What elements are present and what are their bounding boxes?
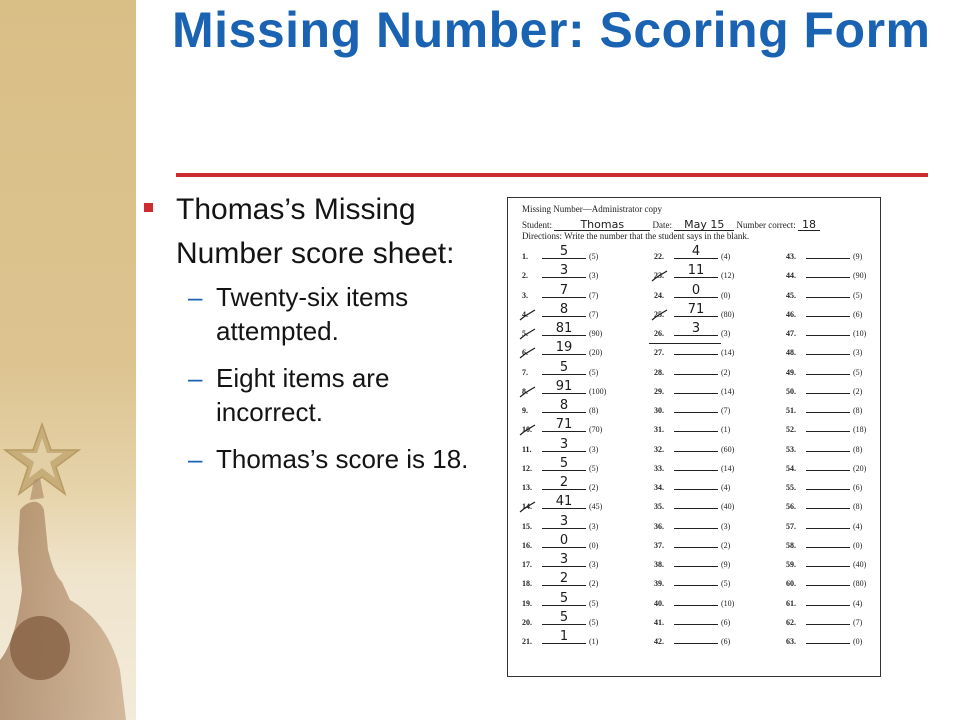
answer-blank — [806, 459, 850, 471]
item-number: 2. — [522, 271, 528, 281]
answer-blank — [674, 478, 718, 490]
item-number: 30. — [654, 406, 664, 415]
incorrect-slash-icon — [519, 386, 537, 398]
dash-icon: – — [188, 282, 203, 312]
expected-answer: (3) — [721, 329, 731, 338]
form-item-row — [786, 555, 866, 574]
item-number: 50. — [786, 386, 796, 396]
incorrect-slash-icon — [651, 309, 669, 321]
form-item-row — [654, 478, 734, 497]
expected-answer: (6) — [721, 637, 731, 646]
item-number: 16. — [522, 540, 532, 550]
expected-answer: (60) — [721, 444, 735, 454]
answer-blank — [674, 363, 718, 375]
answer-blank — [806, 613, 850, 625]
expected-answer: (14) — [721, 386, 735, 396]
item-number: 49. — [786, 367, 796, 377]
form-item-row — [654, 321, 734, 343]
form-item-row — [786, 517, 866, 536]
form-item-row — [654, 440, 734, 459]
handwritten-answer: 5 — [559, 455, 569, 471]
correct-value: 18 — [802, 218, 816, 231]
sub-bullets — [140, 280, 480, 476]
expected-answer: (20) — [589, 348, 603, 358]
answer-blank — [806, 594, 850, 606]
expected-answer: (5) — [589, 367, 599, 377]
item-number: 58. — [786, 540, 796, 550]
item-number: 35. — [654, 502, 664, 512]
form-item-row — [786, 478, 866, 497]
form-item-row — [654, 401, 734, 420]
answer-blank — [806, 440, 850, 452]
handwritten-answer: 3 — [559, 436, 569, 452]
item-number: 57. — [786, 521, 796, 531]
form-item-row — [522, 629, 606, 651]
handwritten-answer: 5 — [559, 609, 569, 625]
expected-answer: (7) — [721, 406, 731, 415]
answer-blank — [542, 455, 586, 471]
item-number: 29. — [654, 386, 664, 396]
answer-blank — [542, 571, 586, 587]
answer-blank — [542, 590, 586, 606]
item-number: 5. — [522, 329, 528, 338]
answer-blank — [674, 301, 718, 317]
form-item-row — [786, 324, 866, 343]
answer-blank — [674, 459, 718, 471]
end-of-attempts-line — [649, 343, 721, 344]
answer-blank — [674, 555, 718, 567]
form-item-row — [654, 382, 734, 401]
form-item-row — [786, 632, 866, 651]
handwritten-answer: 91 — [555, 378, 573, 394]
expected-answer: (9) — [853, 252, 863, 261]
answer-blank — [806, 574, 850, 586]
item-number: 40. — [654, 598, 664, 608]
item-number: 11. — [522, 444, 532, 454]
item-number: 4. — [522, 309, 528, 319]
answer-blank — [806, 247, 850, 259]
item-number: 48. — [786, 348, 796, 358]
answer-blank — [542, 340, 586, 356]
form-header: Missing Number—Administrator copy — [522, 204, 662, 214]
title-divider — [176, 173, 928, 177]
answer-blank — [542, 263, 586, 279]
answer-blank — [806, 286, 850, 298]
expected-answer: (0) — [589, 540, 599, 550]
item-number: 24. — [654, 290, 664, 300]
expected-answer: (8) — [853, 406, 863, 415]
item-number: 61. — [786, 598, 796, 608]
item-number: 51. — [786, 406, 796, 415]
scoring-form-image — [507, 197, 881, 677]
answer-blank — [674, 263, 718, 279]
item-number: 37. — [654, 540, 664, 550]
expected-answer: (5) — [589, 598, 599, 608]
form-item-row — [786, 594, 866, 613]
answer-blank — [806, 324, 850, 336]
expected-answer: (5) — [853, 367, 863, 377]
expected-answer: (2) — [721, 540, 731, 550]
item-number: 62. — [786, 617, 796, 627]
sub-bullet — [188, 442, 480, 476]
expected-answer: (0) — [721, 290, 731, 300]
item-number: 32. — [654, 444, 664, 454]
form-item-row — [654, 343, 734, 362]
answer-blank — [542, 532, 586, 548]
item-number: 59. — [786, 560, 796, 569]
form-item-row — [786, 266, 866, 285]
handwritten-answer: 7 — [559, 282, 569, 298]
form-item-row — [654, 536, 734, 555]
slide-content — [140, 188, 480, 489]
item-number: 28. — [654, 367, 664, 377]
date-value: May 15 — [684, 218, 725, 231]
answer-blank — [806, 305, 850, 317]
answer-blank — [674, 517, 718, 529]
form-item-row — [654, 555, 734, 574]
answer-blank — [542, 609, 586, 625]
item-number: 63. — [786, 637, 796, 646]
form-item-row — [654, 363, 734, 382]
answer-blank — [542, 494, 586, 510]
incorrect-slash-icon — [519, 309, 537, 321]
expected-answer: (18) — [853, 425, 867, 435]
answer-blank — [806, 401, 850, 413]
item-number: 43. — [786, 252, 796, 261]
form-item-row — [654, 594, 734, 613]
decorative-artwork — [0, 380, 136, 720]
answer-blank — [674, 321, 718, 336]
dash-icon: – — [188, 363, 203, 393]
answer-blank — [674, 594, 718, 606]
answer-blank — [674, 536, 718, 548]
expected-answer: (8) — [853, 502, 863, 512]
slide-title: Missing Number: Scoring Form — [172, 2, 931, 58]
bullet-square-icon — [144, 203, 153, 212]
handwritten-answer: 71 — [555, 417, 573, 433]
form-item-row — [654, 574, 734, 593]
form-item-row — [786, 286, 866, 305]
handwritten-answer: 2 — [559, 571, 569, 587]
form-item-row — [654, 613, 734, 632]
expected-answer: (20) — [853, 463, 867, 473]
item-number: 52. — [786, 425, 796, 435]
form-item-row — [786, 247, 866, 266]
form-item-row — [786, 574, 866, 593]
item-number: 31. — [654, 425, 664, 435]
expected-answer: (3) — [589, 521, 599, 531]
answer-blank — [806, 363, 850, 375]
answer-blank — [806, 632, 850, 644]
answer-blank — [674, 613, 718, 625]
expected-answer: (1) — [589, 637, 599, 646]
item-number: 47. — [786, 329, 796, 338]
item-number: 26. — [654, 329, 664, 338]
sub-bullet — [188, 280, 480, 348]
item-number: 25. — [654, 309, 664, 319]
expected-answer: (3) — [853, 348, 863, 358]
handwritten-answer: 41 — [555, 494, 573, 510]
expected-answer: (5) — [589, 617, 599, 627]
item-number: 36. — [654, 521, 664, 531]
answer-blank — [674, 632, 718, 644]
expected-answer: (10) — [721, 598, 735, 608]
handwritten-answer: 8 — [559, 301, 569, 317]
form-directions: Directions: Write the number that the student says in the blank. — [522, 231, 750, 241]
expected-answer: (90) — [589, 329, 603, 338]
answer-blank — [542, 513, 586, 529]
child-reaching-silhouette — [0, 470, 136, 720]
expected-answer: (90) — [853, 271, 867, 281]
expected-answer: (2) — [853, 386, 863, 396]
handwritten-answer: 11 — [687, 263, 705, 279]
sub-bullet-text: Twenty-six items attempted. — [216, 282, 409, 346]
expected-answer: (14) — [721, 348, 735, 358]
handwritten-answer: 1 — [559, 629, 569, 644]
item-number: 15. — [522, 521, 532, 531]
handwritten-answer: 3 — [691, 321, 701, 336]
expected-answer: (5) — [589, 463, 599, 473]
item-number: 8. — [522, 386, 528, 396]
answer-blank — [542, 475, 586, 490]
answer-blank — [674, 574, 718, 586]
sub-bullet — [188, 361, 480, 429]
form-item-row — [786, 459, 866, 478]
handwritten-answer: 71 — [687, 301, 705, 317]
handwritten-answer: 3 — [559, 552, 569, 567]
answer-blank — [542, 359, 586, 375]
main-bullet-text: Thomas’s Missing Number score sheet: — [176, 193, 455, 270]
expected-answer: (1) — [721, 425, 731, 435]
date-label: Date: — [652, 220, 673, 230]
form-item-row — [786, 420, 866, 439]
expected-answer: (10) — [853, 329, 867, 338]
item-number: 60. — [786, 579, 796, 589]
main-bullet — [140, 188, 480, 276]
expected-answer: (7) — [589, 309, 599, 319]
answer-blank — [542, 282, 586, 298]
item-number: 38. — [654, 560, 664, 569]
expected-answer: (4) — [853, 598, 863, 608]
expected-answer: (4) — [721, 252, 731, 261]
item-number: 14. — [522, 502, 532, 512]
form-item-row — [786, 363, 866, 382]
item-number: 7. — [522, 367, 528, 377]
answer-blank — [542, 398, 586, 413]
incorrect-slash-icon — [651, 270, 669, 282]
expected-answer: (8) — [853, 444, 863, 454]
item-number: 56. — [786, 502, 796, 512]
answer-blank — [674, 244, 718, 259]
incorrect-slash-icon — [519, 424, 537, 436]
form-item-row — [654, 420, 734, 439]
answer-blank — [806, 343, 850, 355]
expected-answer: (0) — [853, 540, 863, 550]
expected-answer: (3) — [589, 560, 599, 569]
form-item-row — [786, 536, 866, 555]
answer-blank — [806, 517, 850, 529]
item-number: 46. — [786, 309, 796, 319]
expected-answer: (70) — [589, 425, 603, 435]
expected-answer: (4) — [721, 483, 731, 492]
expected-answer: (3) — [589, 271, 599, 281]
expected-answer: (7) — [589, 290, 599, 300]
expected-answer: (80) — [721, 309, 735, 319]
expected-answer: (9) — [721, 560, 731, 569]
handwritten-answer: 3 — [559, 263, 569, 279]
handwritten-answer: 4 — [691, 244, 701, 259]
form-item-row — [654, 632, 734, 651]
incorrect-slash-icon — [519, 328, 537, 340]
expected-answer: (2) — [589, 483, 599, 492]
item-number: 27. — [654, 348, 664, 358]
handwritten-answer: 3 — [559, 513, 569, 529]
incorrect-slash-icon — [519, 501, 537, 513]
item-number: 33. — [654, 463, 664, 473]
expected-answer: (2) — [721, 367, 731, 377]
item-number: 20. — [522, 617, 532, 627]
expected-answer: (6) — [853, 309, 863, 319]
student-label: Student: — [522, 220, 553, 230]
expected-answer: (6) — [853, 483, 863, 492]
expected-answer: (40) — [853, 560, 867, 569]
item-number: 12. — [522, 463, 532, 473]
handwritten-answer: 5 — [559, 244, 569, 259]
decorative-side-strip — [0, 0, 136, 720]
item-number: 39. — [654, 579, 664, 589]
answer-blank — [542, 417, 586, 433]
answer-blank — [542, 244, 586, 259]
expected-answer: (3) — [589, 444, 599, 454]
item-number: 18. — [522, 579, 532, 589]
item-number: 17. — [522, 560, 532, 569]
expected-answer: (6) — [721, 617, 731, 627]
answer-blank — [806, 555, 850, 567]
answer-blank — [674, 382, 718, 394]
handwritten-answer: 19 — [555, 340, 573, 356]
item-number: 9. — [522, 406, 528, 415]
answer-blank — [674, 497, 718, 509]
handwritten-answer: 5 — [559, 359, 569, 375]
form-item-row — [786, 343, 866, 362]
answer-blank — [542, 321, 586, 336]
item-number: 23. — [654, 271, 664, 281]
answer-blank — [674, 440, 718, 452]
expected-answer: (5) — [853, 290, 863, 300]
dash-icon: – — [188, 444, 203, 474]
expected-answer: (0) — [853, 637, 863, 646]
item-number: 42. — [654, 637, 664, 646]
item-number: 13. — [522, 483, 532, 492]
form-item-row — [786, 382, 866, 401]
item-number: 41. — [654, 617, 664, 627]
item-number: 54. — [786, 463, 796, 473]
expected-answer: (2) — [589, 579, 599, 589]
form-item-row — [654, 517, 734, 536]
item-number: 44. — [786, 271, 796, 281]
answer-blank — [674, 282, 718, 298]
handwritten-answer: 0 — [691, 282, 701, 298]
form-column-1 — [522, 244, 607, 651]
expected-answer: (3) — [721, 521, 731, 531]
expected-answer: (14) — [721, 463, 735, 473]
item-number: 6. — [522, 348, 528, 358]
sub-bullet-text: Eight items are incorrect. — [216, 363, 390, 427]
incorrect-slash-icon — [519, 347, 537, 359]
answer-blank — [542, 378, 586, 394]
expected-answer: (8) — [589, 406, 599, 415]
item-number: 1. — [522, 252, 528, 261]
answer-blank — [674, 343, 718, 355]
item-number: 53. — [786, 444, 796, 454]
expected-answer: (12) — [721, 271, 735, 281]
item-number: 3. — [522, 290, 528, 300]
answer-blank — [806, 382, 850, 394]
correct-label: Number correct: — [736, 220, 796, 230]
answer-blank — [542, 629, 586, 644]
answer-blank — [542, 301, 586, 317]
answer-blank — [806, 497, 850, 509]
expected-answer: (45) — [589, 502, 603, 512]
handwritten-answer: 5 — [559, 590, 569, 606]
answer-blank — [806, 266, 850, 278]
form-student-line — [522, 220, 820, 231]
answer-blank — [674, 420, 718, 432]
item-number: 10. — [522, 425, 532, 435]
student-name: Thomas — [580, 218, 625, 231]
expected-answer: (5) — [589, 252, 599, 261]
expected-answer: (40) — [721, 502, 735, 512]
expected-answer: (100) — [589, 386, 607, 396]
item-number: 45. — [786, 290, 796, 300]
item-number: 55. — [786, 483, 796, 492]
expected-answer: (80) — [853, 579, 867, 589]
handwritten-answer: 2 — [559, 475, 569, 490]
handwritten-answer: 81 — [555, 321, 573, 336]
answer-blank — [542, 552, 586, 567]
answer-blank — [806, 536, 850, 548]
answer-blank — [674, 401, 718, 413]
sub-bullet-text: Thomas’s score is 18. — [216, 444, 469, 474]
form-item-row — [786, 305, 866, 324]
form-item-row — [654, 497, 734, 516]
form-item-row — [654, 459, 734, 478]
form-column-2 — [654, 244, 735, 651]
answer-blank — [806, 478, 850, 490]
answer-blank — [806, 420, 850, 432]
form-item-row — [786, 613, 866, 632]
expected-answer: (4) — [853, 521, 863, 531]
item-number: 19. — [522, 598, 532, 608]
form-column-3 — [786, 247, 866, 651]
expected-answer: (7) — [853, 617, 863, 627]
answer-blank — [542, 436, 586, 452]
item-number: 34. — [654, 483, 664, 492]
form-item-row — [786, 497, 866, 516]
form-item-row — [786, 401, 866, 420]
item-number: 22. — [654, 252, 664, 261]
handwritten-answer: 0 — [559, 532, 569, 548]
handwritten-answer: 8 — [559, 398, 569, 413]
expected-answer: (5) — [721, 579, 731, 589]
form-item-row — [786, 440, 866, 459]
item-number: 21. — [522, 637, 532, 646]
